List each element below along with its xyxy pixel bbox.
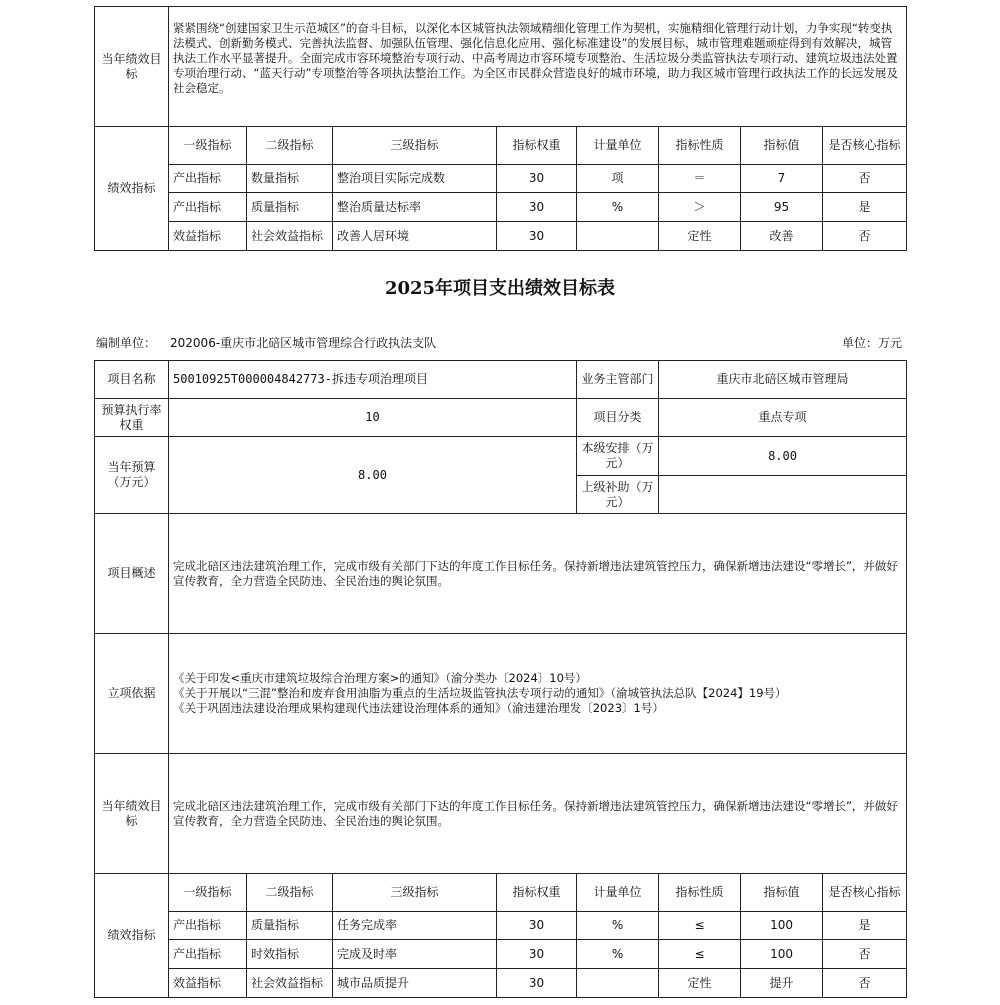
header-cell: 二级指标	[247, 874, 333, 912]
cell: 整治项目实际完成数	[333, 165, 497, 193]
cell: 整治质量达标率	[333, 193, 497, 222]
dept-value: 重庆市北碚区城市管理局	[659, 361, 907, 399]
budget-value: 8.00	[169, 437, 577, 514]
header-cell: 指标权重	[497, 127, 577, 165]
cell: 否	[823, 165, 907, 193]
table-row	[95, 165, 907, 193]
cell: 30	[497, 969, 577, 998]
table-row	[95, 193, 907, 222]
header-cell: 指标权重	[497, 874, 577, 912]
cell: 30	[497, 165, 577, 193]
compile-unit	[96, 334, 436, 351]
unit-note: 单位：万元	[841, 336, 902, 350]
header-cell: 三级指标	[333, 127, 497, 165]
table-row	[95, 940, 907, 969]
table-row	[95, 969, 907, 998]
cell: 产出指标	[169, 912, 247, 940]
weight-label: 预算执行率权重	[95, 399, 169, 437]
cell: ≤	[659, 940, 741, 969]
compile-unit-value: 202006-重庆市北碚区城市管理综合行政执法支队	[170, 336, 437, 350]
goal-text: 完成北碚区违法建筑治理工作，完成市级有关部门下达的年度工作目标任务。保持新增违法建筑管控压力，确保新增违法建设“零增长”，并做好宣传教育，全力营造全民防违、全民治违的舆论氛围。	[169, 754, 907, 874]
compile-unit-label: 编制单位：	[96, 336, 157, 350]
cell: 改善人居环境	[333, 222, 497, 251]
project-name-label: 项目名称	[95, 361, 169, 399]
basis-line: 《关于开展以“三混”整治和废弃食用油脂为重点的生活垃圾监管执法专项行动的通知》（渝城管执法总队【2024】19号）	[173, 686, 787, 700]
header-cell: 是否核心指标	[823, 127, 907, 165]
cell: 30	[497, 222, 577, 251]
cell: 产出指标	[169, 193, 247, 222]
cell: 提升	[741, 969, 823, 998]
header-cell: 一级指标	[169, 127, 247, 165]
cell: 社会效益指标	[247, 222, 333, 251]
header-cell: 二级指标	[247, 127, 333, 165]
cell: ＝	[659, 165, 741, 193]
category-label: 项目分类	[577, 399, 659, 437]
cell: 定性	[659, 969, 741, 998]
weight-value: 10	[169, 399, 577, 437]
overview-text: 完成北碚区违法建筑治理工作，完成市级有关部门下达的年度工作目标任务。保持新增违法建筑管控压力，确保新增违法建设“零增长”，并做好宣传教育，全力营造全民防违、全民治违的舆论氛围。	[169, 514, 907, 634]
header-cell: 计量单位	[577, 127, 659, 165]
performance-table-previous	[94, 6, 907, 251]
header-cell: 指标值	[741, 127, 823, 165]
header-cell: 一级指标	[169, 874, 247, 912]
basis-label: 立项依据	[95, 634, 169, 754]
basis-text	[169, 634, 907, 754]
basis-line: 《关于巩固违法建设治理成果构建现代违法建设治理体系的通知》（渝违建治理发〔2023〕1号）	[173, 701, 664, 715]
cell: 完成及时率	[333, 940, 497, 969]
cell: %	[577, 912, 659, 940]
header-cell: 指标性质	[659, 874, 741, 912]
cell: 任务完成率	[333, 912, 497, 940]
project-performance-table	[94, 360, 907, 998]
cell: ＞	[659, 193, 741, 222]
header-cell: 指标值	[741, 874, 823, 912]
cell: ≤	[659, 912, 741, 940]
cell: 100	[741, 912, 823, 940]
header-cell: 三级指标	[333, 874, 497, 912]
cell: %	[577, 193, 659, 222]
superior-label: 上级补助（万元）	[577, 476, 659, 514]
cell: 效益指标	[169, 222, 247, 251]
cell: 否	[823, 969, 907, 998]
cell: 时效指标	[247, 940, 333, 969]
cell: 7	[741, 165, 823, 193]
cell: 30	[497, 912, 577, 940]
overview-label: 项目概述	[95, 514, 169, 634]
cell	[577, 969, 659, 998]
cell: 30	[497, 940, 577, 969]
cell: 100	[741, 940, 823, 969]
table-row	[95, 912, 907, 940]
project-name-value: 50010925T000004842773-拆违专项治理项目	[169, 361, 577, 399]
cell: 产出指标	[169, 940, 247, 969]
cell: 改善	[741, 222, 823, 251]
cell: 城市品质提升	[333, 969, 497, 998]
cell	[577, 222, 659, 251]
budget-label: 当年预算（万元）	[95, 437, 169, 514]
header-cell: 计量单位	[577, 874, 659, 912]
cell: %	[577, 940, 659, 969]
goal-label: 当年绩效目标	[95, 754, 169, 874]
goal-label: 当年绩效目标	[95, 7, 169, 127]
superior-value	[659, 476, 907, 514]
table-row	[95, 222, 907, 251]
cell: 是	[823, 193, 907, 222]
cell: 产出指标	[169, 165, 247, 193]
basis-line: 《关于印发<重庆市建筑垃圾综合治理方案>的通知》（渝分类办〔2024〕10号）	[173, 671, 587, 685]
cell: 质量指标	[247, 193, 333, 222]
cell: 30	[497, 193, 577, 222]
page-title: 2025年项目支出绩效目标表	[384, 278, 616, 299]
cell: 定性	[659, 222, 741, 251]
cell: 95	[741, 193, 823, 222]
perf-label: 绩效指标	[95, 874, 169, 998]
cell: 否	[823, 940, 907, 969]
header-cell: 是否核心指标	[823, 874, 907, 912]
cell: 项	[577, 165, 659, 193]
goal-text: 紧紧围绕“创建国家卫生示范城区”的奋斗目标，以深化本区城管执法领域精细化管理工作为契机，实施精细化管理行动计划，力争实现“转变执法模式、创新勤务模式、完善执法监督、加强队伍管理、强化信息化应用、强化标准建设”的发展目标，城市管理难题顽症得到有效解决，城管执法工作水平显著提升。全面完成市容环境整治专项行动、中高考周边市容环境专项整治、生活垃圾分类监管执法专项行动、建筑垃圾违法处置专项治理行动、“蓝天行动”专项整治等各项执法整治工作。为全区市民群众营造良好的城市环境，助力我区城市管理行政执法工作的长远发展及社会稳定。	[169, 7, 907, 127]
cell: 质量指标	[247, 912, 333, 940]
cell: 社会效益指标	[247, 969, 333, 998]
cell: 是	[823, 912, 907, 940]
header-cell: 指标性质	[659, 127, 741, 165]
cell: 数量指标	[247, 165, 333, 193]
cell: 否	[823, 222, 907, 251]
dept-label: 业务主管部门	[577, 361, 659, 399]
local-value: 8.00	[659, 437, 907, 476]
perf-label: 绩效指标	[95, 127, 169, 251]
local-label: 本级安排（万元）	[577, 437, 659, 476]
cell: 效益指标	[169, 969, 247, 998]
category-value: 重点专项	[659, 399, 907, 437]
